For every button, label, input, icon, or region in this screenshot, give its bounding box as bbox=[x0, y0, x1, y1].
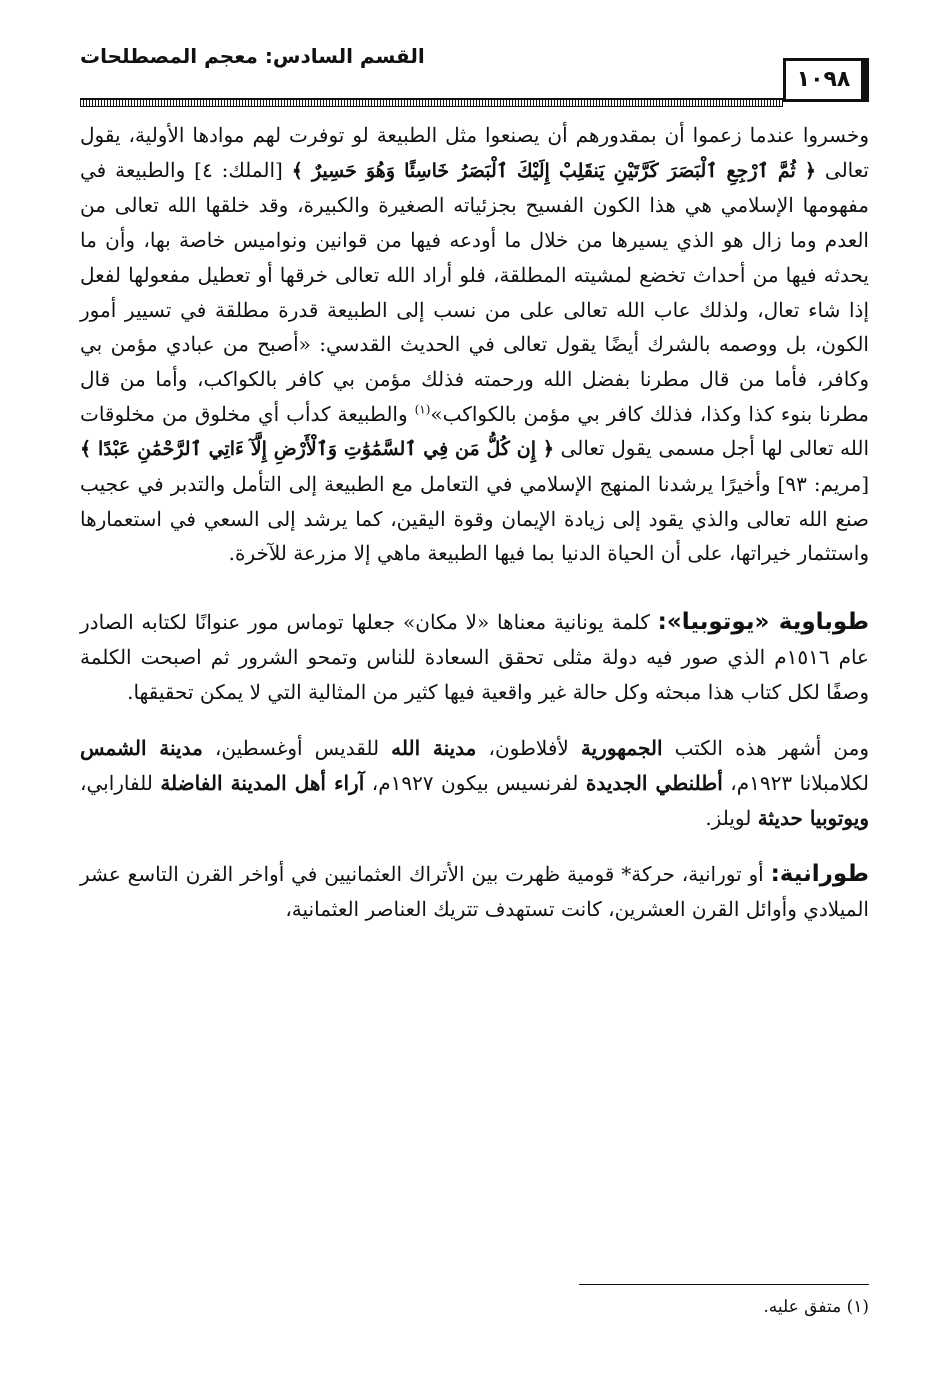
paragraph-text: وخسروا عندما زعموا أن بمقدورهم أن يصنعوا مثل الطبيعة لو توفرت لهم موادها الأولية، يقول تعالى bbox=[80, 123, 869, 182]
page-body bbox=[80, 118, 869, 927]
footnote: (١) متفق عليه. bbox=[763, 1297, 869, 1317]
book-title: مدينة الله bbox=[391, 736, 477, 761]
paragraph-text: لويلز. bbox=[705, 805, 758, 830]
book-title: الجمهورية bbox=[580, 736, 663, 761]
paragraph-text: لأفلاطون، bbox=[476, 736, 581, 761]
paragraph-text: [مريم: ٩٣] وأخيرًا يرشدنا المنهج الإسلامي في التعامل مع الطبيعة إلى التأمل والتدبر في عجيب صنع الله تعالى والذي يقود إلى زيادة الإيمان وقوة اليقين، كما يرشد إلى السعي في استعمارها واستثمار خيراتها، على أن الحياة الدنيا بما فيها الطبيعة ماهي إلا مزرعة للآخرة. bbox=[80, 472, 870, 566]
quran-verse: ﴿ ثُمَّ ٱرْجِعِ ٱلْبَصَرَ كَرَّتَيْنِ يَنقَلِبْ إِلَيْكَ ٱلْبَصَرُ خَاسِئًا وَهُوَ حَسِيرٌ ﴾ bbox=[291, 159, 817, 182]
paragraph-text: والطبيعة كدأب أي مخلوق من مخلوقات الله تعالى لها أجل مسمى يقول تعالى bbox=[80, 401, 869, 461]
entry-term: طوباوية «يوتوبيا»: bbox=[657, 609, 869, 636]
paragraph-text: للفارابي، bbox=[80, 770, 161, 795]
entry-utopia bbox=[80, 605, 869, 709]
paragraph-nature bbox=[80, 118, 869, 571]
page-number: ١٠٩٨ bbox=[783, 58, 869, 102]
paragraph-text: لفرنسيس بيكون ١٩٢٧م، bbox=[364, 770, 586, 795]
entry-text: أو تورانية، حركة* قومية ظهرت بين الأتراك العثمانيين في أواخر القرن التاسع عشر الميلادي وأوائل القرن العشرين، كانت تستهدف تتريك العناصر العثمانية، bbox=[80, 862, 869, 922]
entry-turanism bbox=[80, 857, 869, 926]
quran-verse: ﴿ إِن كُلُّ مَن فِي ٱلسَّمَٰوَٰتِ وَٱلْأَرْضِ إِلَّآ ءَاتِي ٱلرَّحْمَٰنِ عَبْدًا ﴾ bbox=[80, 438, 554, 461]
paragraph-text: [الملك: ٤] والطبيعة في مفهومها الإسلامي هي هذا الكون الفسيح بجزئياته الصغيرة والكبيرة، وقد خلقها الله تعالى من العدم وما زال هو الذي يسيرها من خلال ما أودعه فيها من قوانين ونواميس خاصة بها، وأن ما يحدثه فيها من أحداث تخضع لمشيته المطلقة، فلو أراد الله تعالى خرقها أو تعطيل مفعولها لفعل إذا شاء تعال، ولذلك عاب الله تعالى على من نسب إلى الطبيعة قدرة مطلقة في تسيير أمور الكون، بل ووصمه بالشرك أيضًا يقول تعالى في الحديث القدسي: «أصبح من عبادي مؤمن بي وكافر، فأما من قال مطرنا بفضل الله ورحمته فذلك مؤمن بي كافر بالكواكب، وأما من قال مطرنا بنوء كذا وكذا، فذلك كافر بي مؤمن بالكواكب» bbox=[80, 157, 869, 426]
section-title: القسم السادس: معجم المصطلحات bbox=[80, 44, 425, 68]
book-title: مدينة الشمس bbox=[80, 736, 203, 761]
header-rule bbox=[80, 98, 783, 107]
entry-term: طورانية: bbox=[770, 861, 869, 888]
entry-text: كلمة يونانية معناها «لا مكان» جعلها توماس مور عنوانًا لكتابه الصادر عام ١٥١٦م الذي صور فيه دولة مثلى تحقق السعادة للناس وتمحو الشرور ثم اصبحت الكلمة وصفًا لكل كتاب هذا مبحثه وكل حالة غير واقعية فيها كثير من المثالية التي لا يمكن تحقيقها. bbox=[80, 610, 869, 704]
paragraph-text: لكلامبلانا ١٩٢٣م، bbox=[722, 770, 869, 795]
footnote-ref: (١) bbox=[414, 401, 431, 416]
book-title: آراء أهل المدينة الفاضلة bbox=[160, 770, 365, 795]
book-title: أطلنطي الجديدة bbox=[585, 770, 723, 795]
paragraph-famous-books bbox=[80, 731, 869, 835]
book-title: ويوتوبيا حديثة bbox=[757, 805, 869, 830]
paragraph-text: ومن أشهر هذه الكتب bbox=[662, 736, 869, 761]
page-header bbox=[80, 38, 869, 92]
footnote-divider bbox=[579, 1284, 869, 1285]
paragraph-text: للقديس أوغسطين، bbox=[202, 736, 392, 761]
